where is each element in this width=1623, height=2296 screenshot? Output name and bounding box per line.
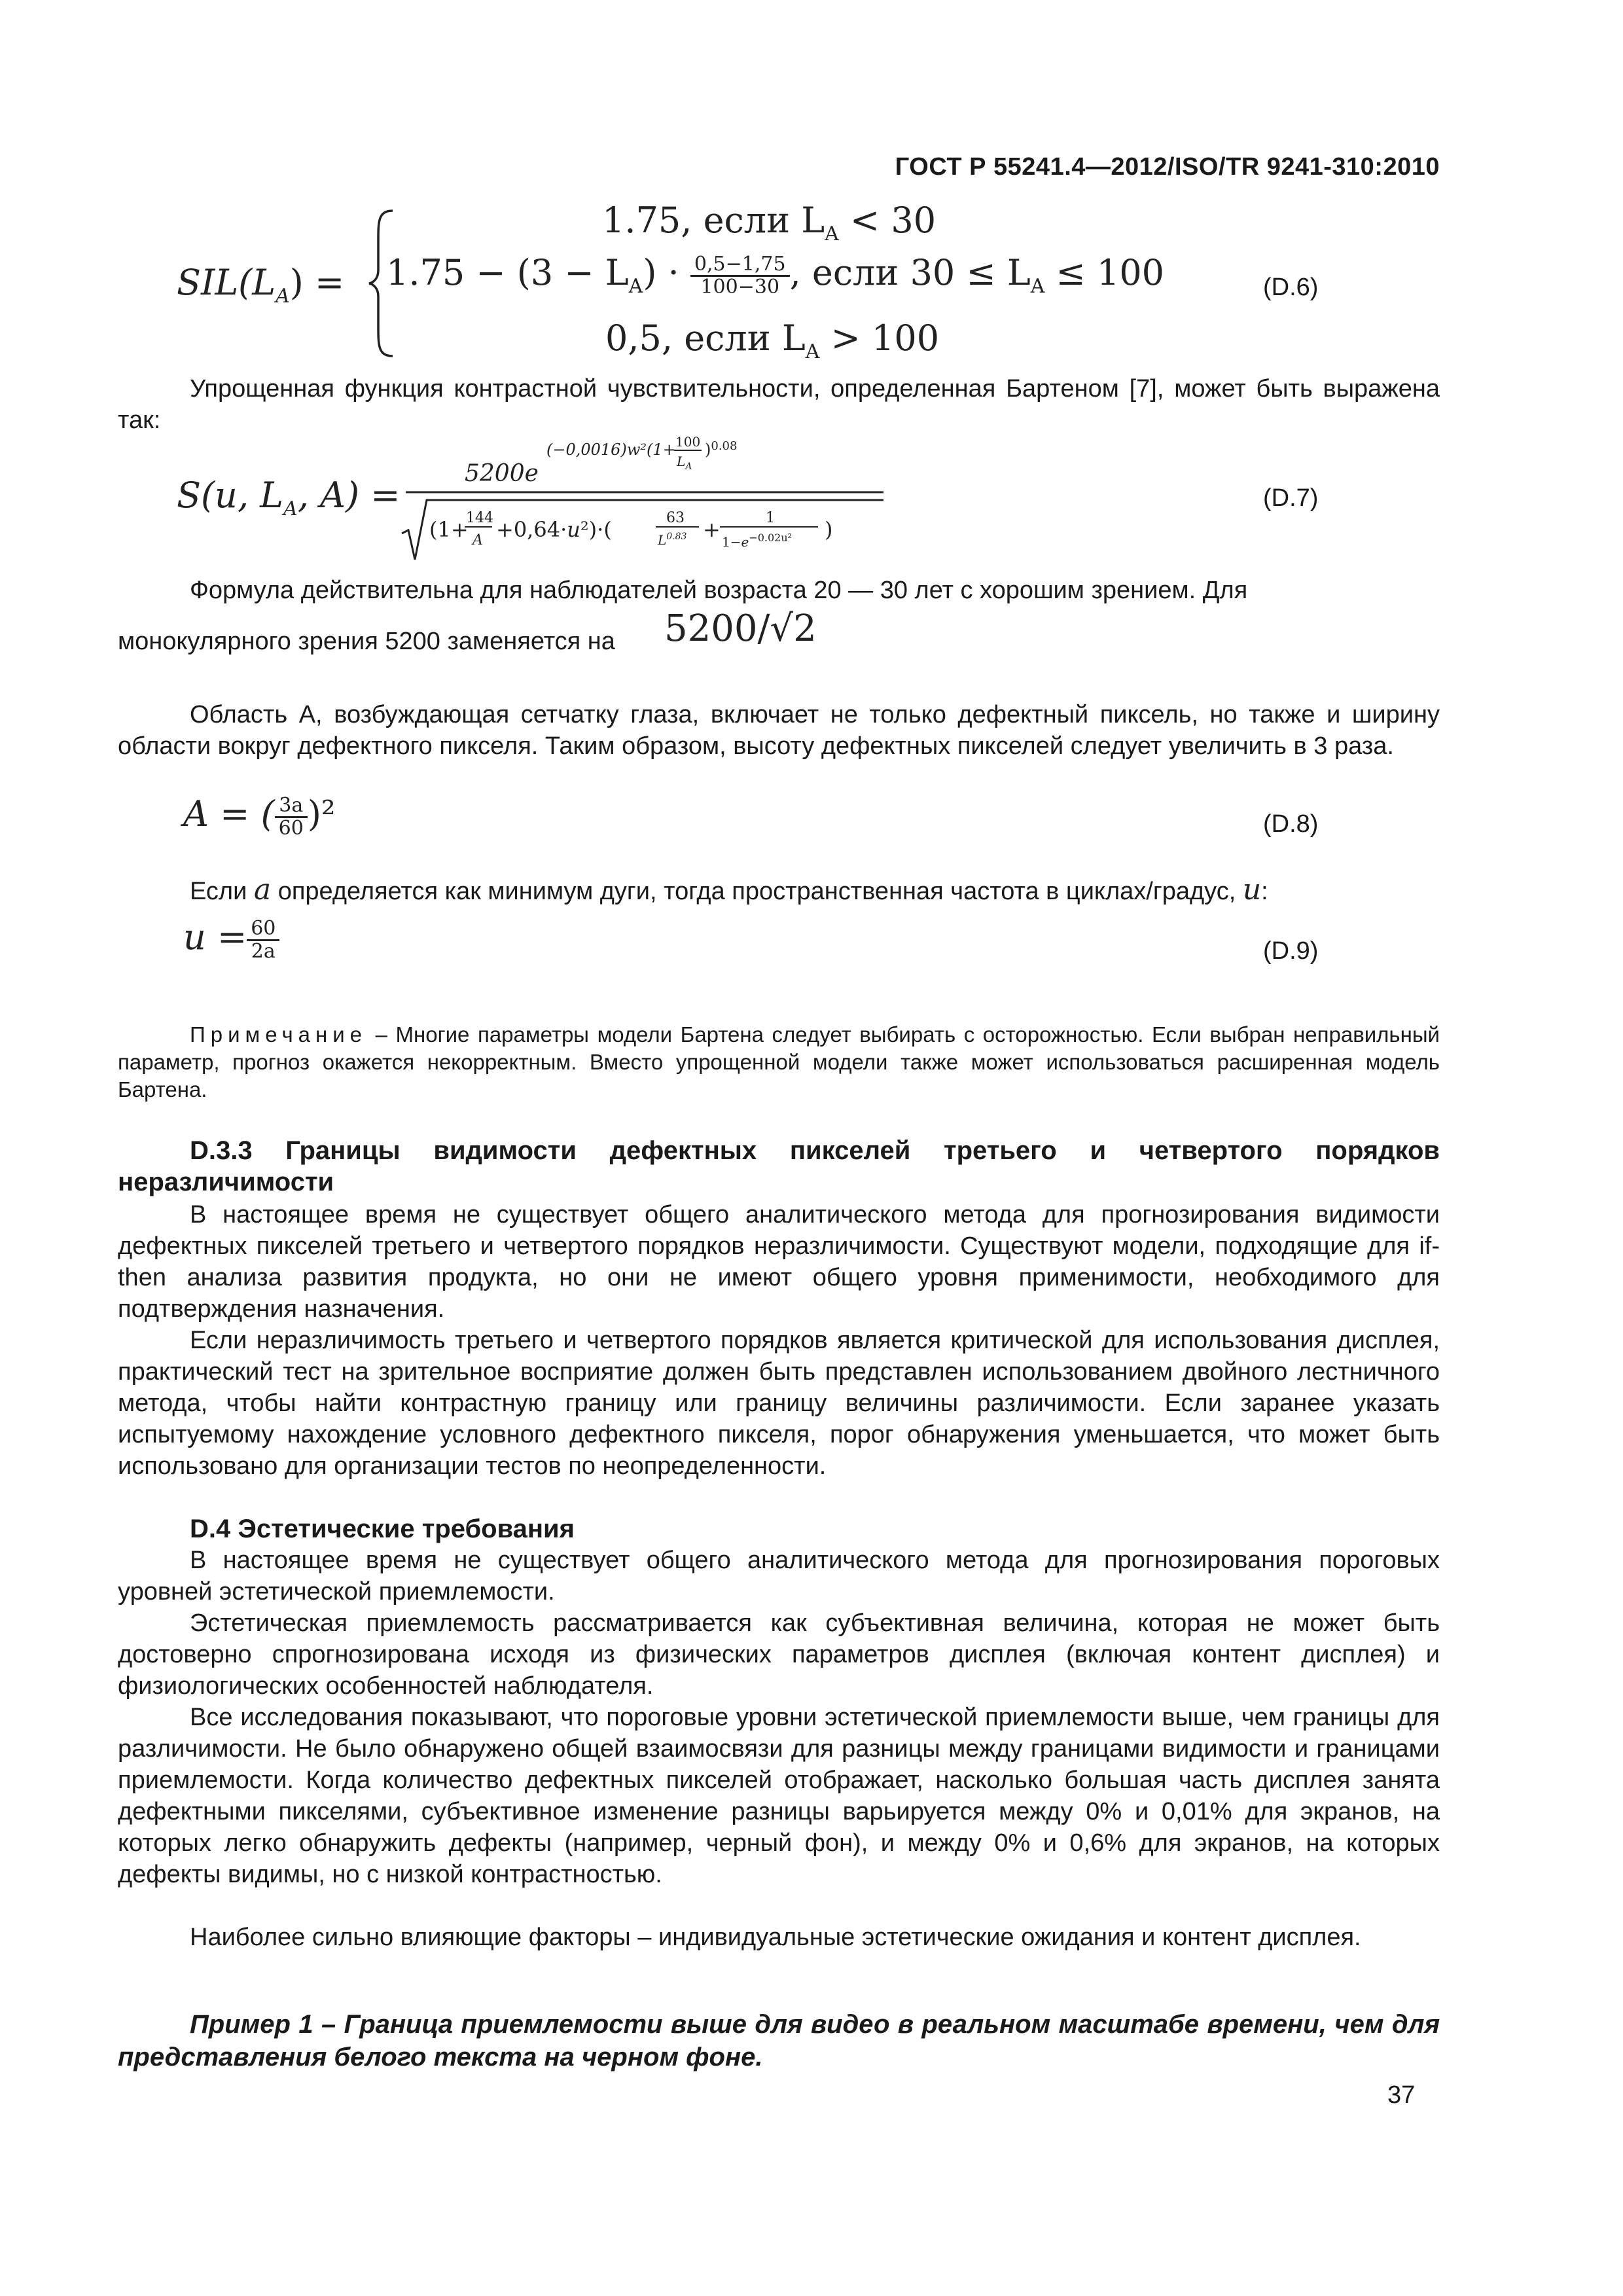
svg-text:A: A <box>473 532 483 548</box>
paragraph-spatial-frequency: Если a определяется как минимум дуги, тогда пространственная частота в циклах/градус, u: <box>190 873 1268 906</box>
section-d33-paragraph-1: В настоящее время не существует общего аналитического метода для прогнозирования видимости дефектных пикселей третьего и четвертого порядков неразличимости. Существуют модели, подходящие для if-then анализа развития продукта, но они не имеют общего уровня применимости, необходимого для подтверждения назначения. <box>118 1201 1440 1323</box>
paragraph-monocular: монокулярного зрения 5200 заменяется на <box>118 628 615 655</box>
equation-d7-lhs: S(u, $L_A$, A) = <box>177 475 401 520</box>
svg-text:+: + <box>703 517 721 542</box>
svg-text:(−0,0016)w²(1+: (−0,0016)w²(1+ <box>546 440 676 459</box>
section-d4-paragraph-1: В настоящее время не существует общего аналитического метода для прогнозирования пороговых уровней эстетической приемлемости. <box>118 1547 1440 1605</box>
svg-text:1−e−0.02u²: $1-e^{-0.02u^2}$ <box>722 531 793 550</box>
svg-text:)0.08: )$^{0.08}$ <box>705 439 738 459</box>
note-label: Примечание <box>190 1022 368 1047</box>
paragraph-area-a: Область А, возбуждающая сетчатку глаза, включает не только дефектный пиксель, но также и ширину области вокруг дефектного пикселя. Таким образом, высоту дефектных пикселей следует увеличить в 3 раза. <box>118 701 1440 760</box>
equation-d6-case3: 0,5, если $L_A > 100$ <box>605 317 940 363</box>
svg-text:L0.83: $L^{0.83}$ <box>658 531 687 548</box>
equation-d6-lhs: $SIL(L_A)$ = <box>177 262 345 308</box>
equation-d7-label: (D.7) <box>1263 484 1319 512</box>
page-number: 37 <box>1387 2081 1416 2109</box>
equation-d9-expression: u = $\frac{60}{2a}$ <box>183 916 279 961</box>
section-d33-title: D.3.3 Границы видимости дефектных пикселей третьего и четвертого порядков неразличимости <box>118 1136 1440 1196</box>
svg-text:63: 63 <box>666 510 685 526</box>
section-d33-paragraph-2: Если неразличимость третьего и четвертого порядков является критической для использования дисплея, практический тест на зрительное восприятие должен быть представлен использованием двойного лестничного метода, чтобы найти контрастную границу или границу величины различимости. Если заранее указать испытуемому нахождение условного дефектного пикселя, порог обнаружения уменьшается, что может быть использовано для организации тестов по неопределенности. <box>118 1327 1440 1480</box>
paragraph-formula-validity: Формула действительна для наблюдателей возраста 20 — 30 лет с хорошим зрением. Для <box>190 577 1248 604</box>
svg-text:(1+: (1+ <box>429 517 469 542</box>
paragraph-barten-intro: Упрощенная функция контрастной чувствительности, определенная Бартеном [7], может быть выражена так: <box>118 375 1440 434</box>
equation-d7-fraction <box>399 432 897 566</box>
monocular-factor-math: 5200/√2 <box>664 607 817 650</box>
equation-d6-case1: 1.75, если $L_A < 30$ <box>602 200 936 245</box>
equation-d6-fraction: $\frac{0,5-1,75}{100-30}$ <box>690 254 790 297</box>
standard-header: ГОСТ Р 55241.4—2012/ISO/TR 9241-310:2010 <box>895 153 1440 181</box>
example-1: Пример 1 – Граница приемлемости выше для видео в реальном масштабе времени, чем для представления белого текста на черном фоне. <box>118 2010 1440 2072</box>
svg-text:LA: $L_A$ <box>677 454 692 472</box>
svg-text:): ) <box>825 517 833 542</box>
svg-text:5200e: 5200e <box>465 460 539 487</box>
section-d4-paragraph-2: Эстетическая приемлемость рассматривается как субъективная величина, которая не может быть достоверно спрогнозирована исходя из физических параметров дисплея (включая контент дисплея) и физиологических особенностей наблюдателя. <box>118 1609 1440 1700</box>
note-barten-model: Примечание – Многие параметры модели Бартена следует выбирать с осторожностью. Если выбран неправильный параметр, прогноз окажется некорректным. Вместо упрощенной модели также может использоваться расширенная модель Бартена. <box>118 1022 1440 1102</box>
equation-d8-expression: A = ( $\frac{3a}{60}$ )² <box>183 793 336 840</box>
svg-text:144: 144 <box>466 510 493 526</box>
section-d4-title: D.4 Эстетические требования <box>190 1515 575 1543</box>
section-d4-paragraph-3: Все исследования показывают, что пороговые уровни эстетической приемлемости выше, чем границы для различимости. Не было обнаружено общей взаимосвязи для разницы между границами видимости и границами приемлемости. Когда количество дефектных пикселей отображает, насколько большая часть дисплея занята дефектными пикселями, субъективное изменение разницы варьируется между 0% и 0,01% для экранов, на которых легко обнаружить дефекты (например, черный фон), и между 0% и 0,6% для экранов, на которых дефекты видимы, но с низкой контрастностью. <box>118 1704 1440 1888</box>
svg-text:1: 1 <box>766 510 775 526</box>
equation-d9-label: (D.9) <box>1263 937 1319 965</box>
svg-text:100: 100 <box>675 434 701 450</box>
section-d4-paragraph-4: Наиболее сильно влияющие факторы – индивидуальные эстетические ожидания и контент дисплея. <box>190 1924 1361 1951</box>
equation-d8-label: (D.8) <box>1263 810 1319 838</box>
equation-d6-case2: $1.75 - (3 - L_A)$ · $\frac{0,5-1,75}{100-30}$ , если $30 \le L_A \le 100$ <box>386 252 1165 298</box>
svg-text:+0,64·u²)·(: +0,64·u²)·( <box>496 517 612 542</box>
equation-d6-label: (D.6) <box>1263 274 1319 301</box>
